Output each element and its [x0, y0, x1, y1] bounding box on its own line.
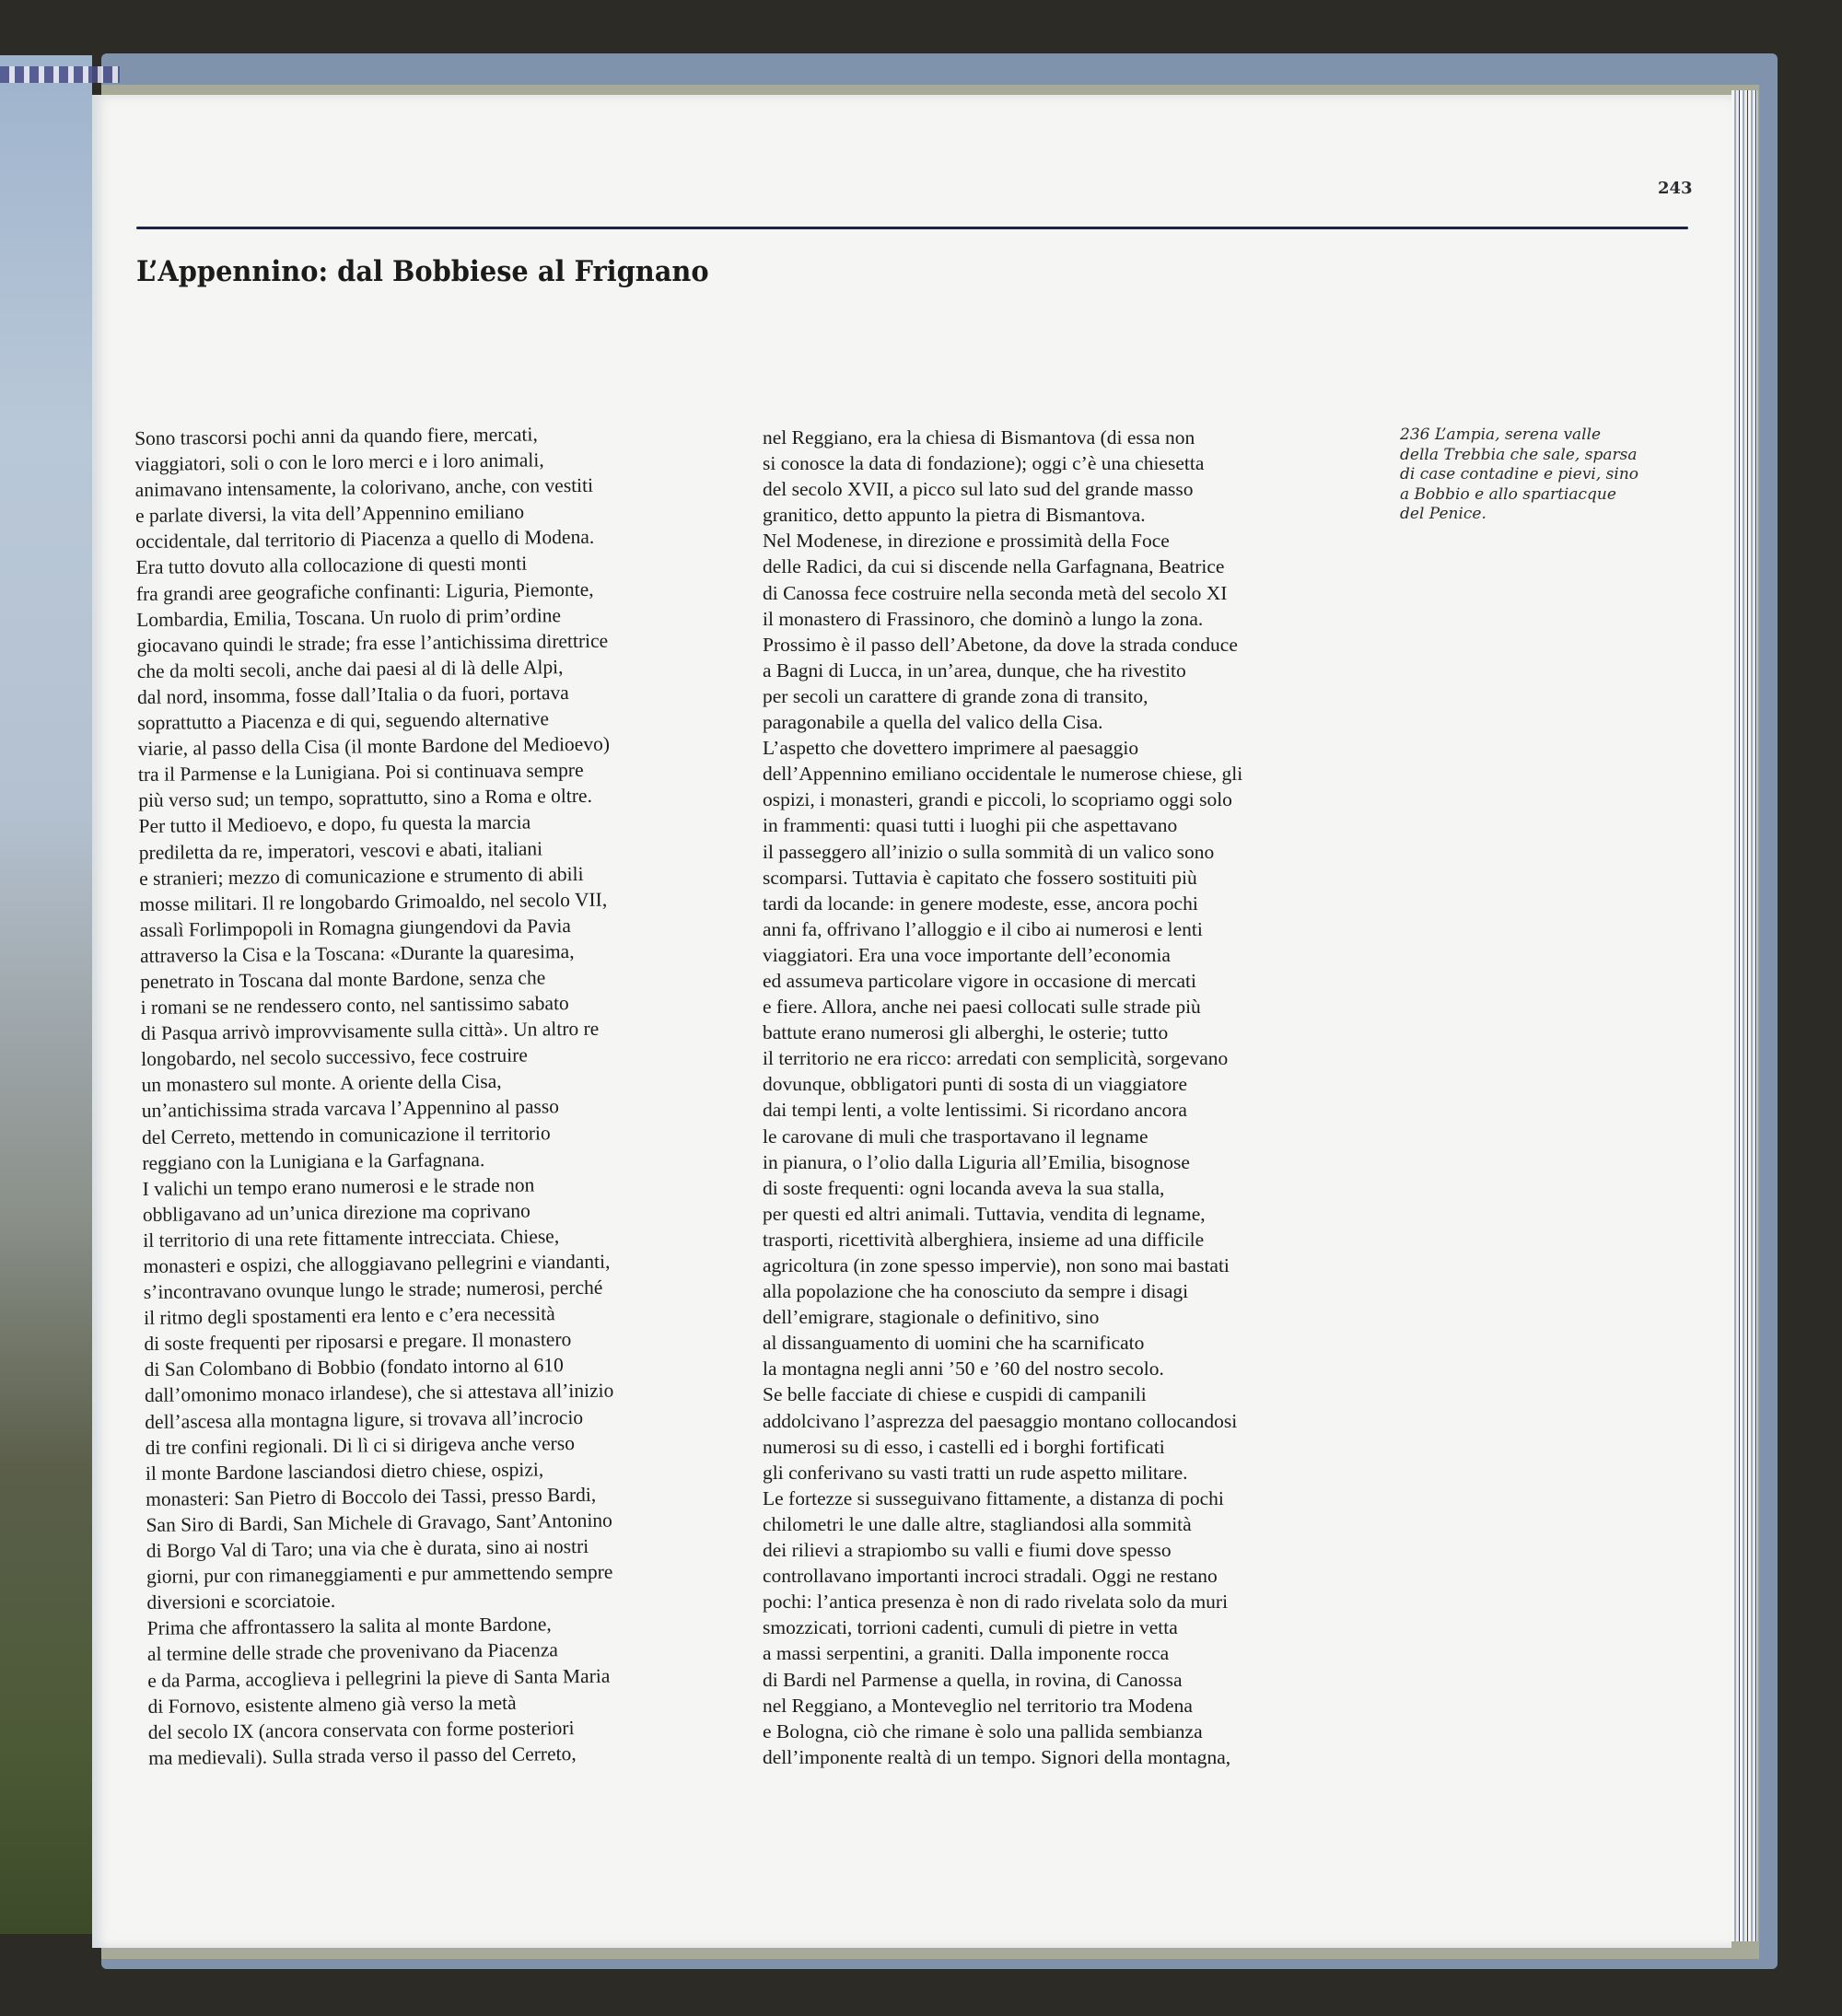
text-line: occidentale, dal territorio di Piacenza a quello di Modena.	[135, 526, 595, 554]
text-line: che da molti secoli, anche dai paesi al di là delle Alpi,	[136, 655, 564, 682]
text-line: tardi da locande: in genere modeste, esse, ancora pochi	[763, 891, 1198, 915]
text-line: per questi ed altri animali. Tuttavia, vendita di legname,	[763, 1202, 1206, 1225]
text-line: e parlate diversi, la vita dell’Appennino emiliano	[134, 500, 525, 528]
text-line: di Canossa fece costruire nella seconda metà del secolo XI	[763, 581, 1228, 604]
text-line: in frammenti: quasi tutti i luoghi pii che aspettavano	[763, 814, 1178, 837]
text-line: paragonabile a quella del valico della Cisa.	[763, 711, 1103, 734]
text-line: addolcivano l’asprezza del paesaggio montano collocandosi	[763, 1409, 1238, 1432]
text-line: attraverso la Cisa e la Toscana: «Durante la quaresima,	[139, 939, 575, 967]
text-line: e da Parma, accoglieva i pellegrini la pieve di Santa Maria	[147, 1664, 611, 1692]
text-line: Prossimo è il passo dell’Abetone, da dove la strada conduce	[763, 633, 1238, 656]
text-line: più verso sud; un tempo, soprattutto, sino a Roma e oltre.	[138, 785, 593, 812]
text-line: dell’emigrare, stagionale o definitivo, sino	[763, 1306, 1100, 1329]
text-line: dell’ascesa alla montagna ligure, si trovava all’incrocio	[145, 1405, 584, 1433]
text-line: reggiano con la Lunigiana e la Garfagnana.	[142, 1148, 485, 1174]
text-line: Lombardia, Emilia, Toscana. Un ruolo di prim’ordine	[136, 603, 562, 631]
text-line: fra grandi aree geografiche confinanti: Liguria, Piemonte,	[135, 577, 594, 605]
figure-caption	[1400, 425, 1695, 525]
text-line: granitico, detto appunto la pietra di Bismantova.	[763, 504, 1146, 527]
text-line: alla popolazione che ha conosciuto da sempre i disagi	[763, 1280, 1189, 1303]
text-column-2	[763, 425, 1370, 1770]
header-rule	[136, 227, 1688, 229]
text-line: dell’Appennino emiliano occidentale le numerose chiese, gli	[763, 763, 1243, 786]
text-line: di soste frequenti: ogni locanda aveva la sua stalla,	[763, 1176, 1165, 1199]
text-line: il territorio ne era ricco: arredati con semplicità, sorgevano	[763, 1047, 1229, 1070]
text-line: di soste frequenti per riposarsi e pregare. Il monastero	[144, 1328, 572, 1356]
text-line: Nel Modenese, in direzione e prossimità della Foce	[763, 530, 1170, 553]
text-line: prediletta da re, imperatori, vescovi e abati, italiani	[138, 836, 543, 864]
bookmark-ribbon	[0, 66, 120, 83]
text-line: diversioni e scorciatoie.	[146, 1590, 336, 1614]
text-line: L’aspetto che dovettero imprimere al paesaggio	[763, 737, 1139, 760]
text-line: Se belle facciate di chiese e cuspidi di campanili	[763, 1383, 1147, 1406]
text-line: di Fornovo, esistente almeno già verso la metà	[147, 1691, 517, 1718]
text-line: controllavano importanti incroci stradali. Oggi ne restano	[763, 1565, 1218, 1588]
text-line: al termine delle strade che provenivano da Piacenza	[146, 1638, 558, 1666]
text-line: un monastero sul monte. A oriente della Cisa,	[141, 1070, 502, 1097]
text-line: I valichi un tempo erano numerosi e le strade non	[142, 1173, 535, 1200]
text-line: il territorio di una rete fittamente intrecciata. Chiese,	[143, 1225, 560, 1252]
text-line: dei rilievi a strapiombo su valli e fiumi dove spesso	[763, 1539, 1172, 1562]
text-line: i romani se ne rendessero conto, nel santissimo sabato	[140, 992, 569, 1020]
text-line: del secolo IX (ancora conservata con forme posteriori	[147, 1716, 575, 1743]
facing-page-photo	[0, 55, 92, 1934]
text-line: di case contadine e pievi, sino	[1400, 465, 1639, 484]
text-line: la montagna negli anni ’50 e ’60 del nostro secolo.	[763, 1358, 1164, 1381]
text-column-1	[134, 419, 756, 1771]
text-line: al dissanguamento di uomini che ha scarnificato	[763, 1332, 1145, 1355]
text-line: giorni, pur con rimaneggiamenti e pur ammettendo sempre	[146, 1560, 613, 1589]
text-line: 236 L’ampia, serena valle	[1400, 425, 1602, 444]
text-line: Le fortezze si susseguivano fittamente, a distanza di pochi	[763, 1486, 1224, 1509]
page-number: 243	[1658, 179, 1693, 198]
text-line: viaggiatori. Era una voce importante dell’economia	[763, 943, 1171, 966]
text-line: del Cerreto, mettendo in comunicazione il territorio	[141, 1121, 551, 1148]
text-line: gli conferivano su vasti tratti un rude aspetto militare.	[763, 1461, 1188, 1484]
text-line: soprattutto a Piacenza e di qui, seguendo alternative	[137, 707, 550, 735]
text-line: di Bardi nel Parmense a quella, in rovina, di Canossa	[763, 1668, 1183, 1691]
text-line: il monte Bardone lasciandosi dietro chiese, ospizi,	[145, 1458, 544, 1485]
text-line: Era tutto dovuto alla collocazione di questi monti	[135, 553, 528, 579]
text-line: tra il Parmense e la Lunigiana. Poi si continuava sempre	[137, 759, 584, 787]
text-line: smozzicati, torrioni cadenti, cumuli di pietre in vetta	[763, 1616, 1178, 1639]
text-line: dai tempi lenti, a volte lentissimi. Si ricordano ancora	[763, 1099, 1187, 1122]
text-line: e Bologna, ciò che rimane è solo una pallida sembianza	[763, 1719, 1203, 1742]
text-line: e stranieri; mezzo di comunicazione e strumento di abili	[139, 862, 584, 890]
text-line: numerosi su di esso, i castelli ed i borghi fortificati	[763, 1435, 1165, 1458]
text-line: in pianura, o l’olio dalla Liguria all’Emilia, bisognose	[763, 1150, 1190, 1173]
text-line: nel Reggiano, era la chiesa di Bismantova (di essa non	[763, 426, 1195, 449]
text-line: animavano intensamente, la colorivano, anche, con vestiti	[134, 473, 594, 502]
text-line: Per tutto il Medioevo, e dopo, fu questa la marcia	[138, 810, 531, 838]
text-line: s’incontravano ovunque lungo le strade; numerosi, perché	[143, 1276, 603, 1304]
text-line: San Siro di Bardi, San Michele di Gravago, Sant’Antonino	[146, 1509, 612, 1536]
text-line: del Penice.	[1400, 505, 1486, 523]
text-line: battute erano numerosi gli alberghi, le osterie; tutto	[763, 1021, 1169, 1044]
text-line: viarie, al passo della Cisa (il monte Bardone del Medioevo)	[137, 732, 611, 761]
text-line: a Bagni di Lucca, in un’area, dunque, che ha rivestito	[763, 658, 1186, 682]
text-line: il monastero di Frassinoro, che dominò a lungo la zona.	[763, 607, 1204, 630]
text-line: di Borgo Val di Taro; una via che è durata, sino ai nostri	[146, 1534, 589, 1562]
text-line: dal nord, insomma, fosse dall’Italia o da fuori, portava	[136, 682, 569, 708]
text-line: penetrato in Toscana dal monte Bardone, senza che	[140, 966, 546, 993]
text-line: viaggiatori, soli o con le loro merci e i loro animali,	[134, 449, 544, 476]
text-line: si conosce la data di fondazione); oggi c’è una chiesetta	[763, 452, 1205, 475]
text-line: di San Colombano di Bobbio (fondato intorno al 610	[144, 1354, 564, 1381]
text-line: obbligavano ad un’unica direzione ma coprivano	[142, 1199, 530, 1226]
text-line: della Trebbia che sale, sparsa	[1400, 445, 1638, 464]
text-line: di Pasqua arrivò improvvisamente sulla città». Un altro re	[140, 1017, 600, 1045]
text-line: ospizi, i monasteri, grandi e piccoli, lo scopriamo oggi solo	[763, 788, 1232, 811]
text-line: ed assumeva particolare vigore in occasione di mercati	[763, 969, 1197, 992]
text-line: agricoltura (in zone spesso impervie), non sono mai bastati	[763, 1254, 1230, 1276]
text-line: di tre confini regionali. Di lì ci si dirigeva anche verso	[145, 1431, 576, 1459]
text-line: ma medievali). Sulla strada verso il passo del Cerreto,	[148, 1742, 577, 1769]
text-line: monasteri: San Pietro di Boccolo dei Tassi, presso Bardi,	[146, 1483, 597, 1510]
text-line: anni fa, offrivano l’alloggio e il cibo ai numerosi e lenti	[763, 917, 1203, 940]
text-line: e fiere. Allora, anche nei paesi collocati sulle strade più	[763, 996, 1201, 1019]
text-line: del secolo XVII, a picco sul lato sud del grande masso	[763, 478, 1194, 501]
text-line: dall’omonimo monaco irlandese), che si attestava all’inizio	[144, 1380, 614, 1407]
text-line: le carovane di muli che trasportavano il legname	[763, 1125, 1148, 1148]
text-line: mosse militari. Il re longobardo Grimoaldo, nel secolo VII,	[139, 888, 608, 915]
text-line: nel Reggiano, a Monteveglio nel territorio tra Modena	[763, 1694, 1193, 1717]
page-edges	[1731, 90, 1757, 1941]
text-line: trasporti, ricettività alberghiera, insieme ad una difficile	[763, 1228, 1205, 1251]
chapter-title: L’Appennino: dal Bobbiese al Frignano	[136, 255, 709, 288]
text-line: Sono trascorsi pochi anni da quando fiere, mercati,	[134, 423, 538, 449]
text-line: delle Radici, da cui si discende nella Garfagnana, Beatrice	[763, 555, 1225, 578]
text-line: longobardo, nel secolo successivo, fece costruire	[141, 1043, 529, 1071]
text-line: scomparsi. Tuttavia è capitato che fossero sostituiti più	[763, 866, 1197, 889]
text-line: il passeggero all’inizio o sulla sommità di un valico sono	[763, 840, 1215, 863]
text-line: un’antichissima strada varcava l’Appennino al passo	[141, 1095, 560, 1123]
text-line: dell’imponente realtà di un tempo. Signori della montagna,	[763, 1745, 1231, 1768]
text-line: giocavano quindi le strade; fra esse l’antichissima direttrice	[136, 629, 609, 657]
text-line: pochi: l’antica presenza è non di rado rivelata solo da muri	[763, 1591, 1229, 1614]
text-line: a massi serpentini, a graniti. Dalla imponente rocca	[763, 1642, 1170, 1665]
text-line: assalì Forlimpopoli in Romagna giungendovi da Pavia	[139, 914, 572, 941]
text-line: monasteri e ospizi, che alloggiavano pellegrini e viandanti,	[143, 1250, 611, 1277]
text-line: a Bobbio e allo spartiacque	[1400, 484, 1616, 504]
text-line: chilometri le une dalle altre, stagliandosi alla sommità	[763, 1512, 1192, 1535]
text-line: per secoli un carattere di grande zona di transito,	[763, 684, 1148, 707]
text-line: il ritmo degli spostamenti era lento e c’era necessità	[144, 1302, 555, 1330]
text-line: Prima che affrontassero la salita al monte Bardone,	[146, 1613, 552, 1640]
text-line: dovunque, obbligatori punti di sosta di un viaggiatore	[763, 1073, 1187, 1096]
